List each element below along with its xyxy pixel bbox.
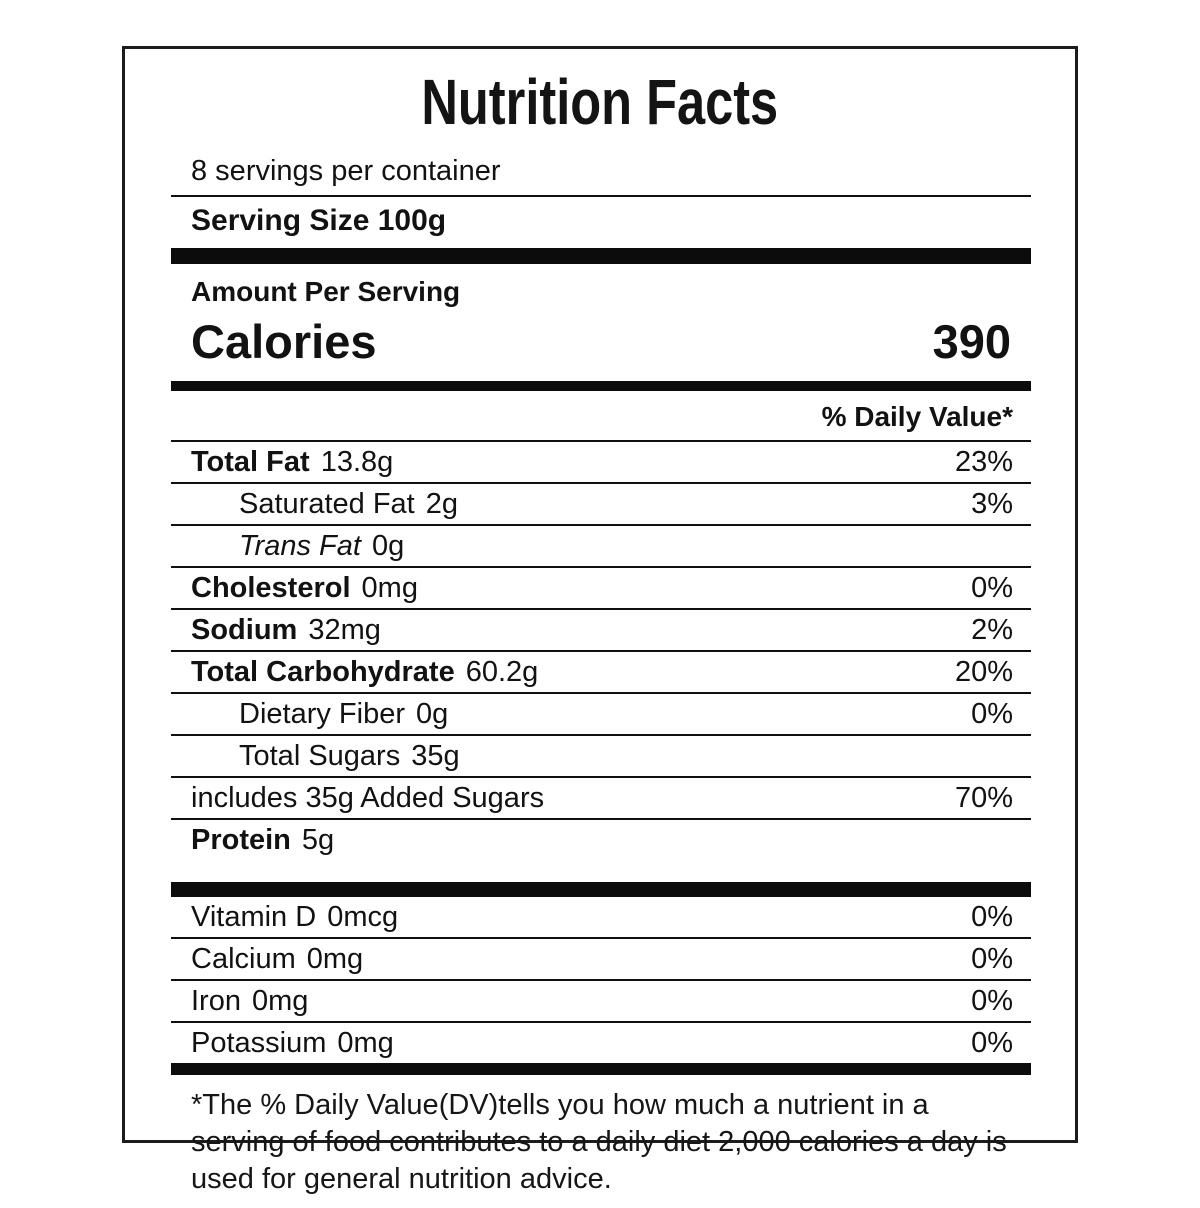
nutrient-row-total-fat (171, 440, 1031, 482)
daily-value-header: % Daily Value* (821, 401, 1013, 432)
nutrient-dv: 2% (971, 614, 1013, 646)
divider-thick (171, 248, 1031, 264)
nutrient-amount: 32mg (308, 614, 381, 646)
nutrient-name: Trans Fat (239, 530, 361, 562)
nutrient-dv: 0% (971, 698, 1013, 730)
micronutrient-amount: 0mg (337, 1027, 394, 1059)
nutrition-facts-label (122, 46, 1078, 1195)
nutrient-name: Total Carbohydrate (191, 656, 455, 688)
nutrient-amount: 0g (416, 698, 449, 730)
nutrient-amount: 35g (411, 740, 460, 772)
micronutrient-row-calcium (171, 937, 1031, 979)
amount-per-serving-label: Amount Per Serving (191, 276, 461, 307)
nutrient-row-total-carbohydrate (171, 650, 1031, 692)
nutrient-dv: 0% (971, 572, 1013, 604)
nutrient-row-added-sugars (171, 776, 1031, 818)
micronutrient-amount: 0mg (251, 985, 309, 1017)
micronutrient-dv: 0% (971, 985, 1013, 1017)
divider-thick (171, 1063, 1031, 1075)
nutrient-name: Dietary Fiber (239, 698, 405, 730)
micronutrient-name: Vitamin D (191, 901, 317, 933)
micronutrient-dv: 0% (971, 943, 1013, 975)
label-title: Nutrition Facts (421, 66, 779, 138)
nutrient-row-sodium (171, 608, 1031, 650)
divider-thick (171, 381, 1031, 391)
calories-label: Calories (191, 315, 377, 368)
nutrient-name: Total Sugars (239, 740, 401, 772)
micronutrient-row-iron (171, 979, 1031, 1021)
divider-thick (171, 882, 1031, 897)
nutrient-name: includes 35g Added Sugars (191, 782, 545, 814)
nutrient-name: Cholesterol (191, 572, 351, 604)
nutrient-row-dietary-fiber (171, 692, 1031, 734)
nutrient-amount: 0mg (361, 572, 418, 604)
spacer (171, 860, 1031, 882)
label-content (125, 141, 1075, 1208)
micronutrient-dv: 0% (971, 1027, 1013, 1059)
nutrient-dv: 70% (954, 782, 1013, 814)
micronutrient-row-vitamin-d (171, 897, 1031, 937)
nutrient-dv: 3% (971, 488, 1013, 520)
nutrient-amount: 60.2g (465, 656, 539, 688)
nutrient-name: Protein (191, 824, 291, 856)
servings-per-container: 8 servings per container (191, 155, 501, 187)
daily-value-footnote: *The % Daily Value(DV)tells you how much a nutrient in a serving of food contributes to a daily diet 2,000 calories a day is used for general nutrition advice. (191, 1089, 1007, 1195)
nutrient-amount: 5g (301, 824, 335, 856)
calories-row (171, 310, 1031, 381)
nutrient-name: Total Fat (191, 446, 310, 478)
nutrient-row-saturated-fat (171, 482, 1031, 524)
micronutrient-name: Iron (191, 985, 241, 1017)
nutrient-amount: 13.8g (320, 446, 394, 478)
nutrient-name: Sodium (191, 614, 298, 646)
nutrient-row-total-sugars (171, 734, 1031, 776)
nutrient-dv: 20% (954, 656, 1013, 688)
calories-value: 390 (932, 315, 1011, 368)
micronutrient-name: Potassium (191, 1027, 327, 1059)
micronutrient-name: Calcium (191, 943, 296, 975)
nutrient-amount: 0g (371, 530, 405, 562)
micronutrient-dv: 0% (971, 901, 1013, 933)
serving-size: Serving Size 100g (191, 204, 447, 237)
nutrient-row-trans-fat (171, 524, 1031, 566)
micronutrient-row-potassium (171, 1021, 1031, 1063)
nutrient-row-protein (171, 818, 1031, 860)
nutrient-row-cholesterol (171, 566, 1031, 608)
nutrient-dv: 23% (954, 446, 1013, 478)
micronutrient-amount: 0mcg (327, 901, 399, 933)
nutrient-name: Saturated Fat (239, 488, 415, 520)
label-title-wrap (125, 65, 1075, 141)
nutrient-amount: 2g (425, 488, 458, 520)
micronutrient-amount: 0mg (306, 943, 364, 975)
